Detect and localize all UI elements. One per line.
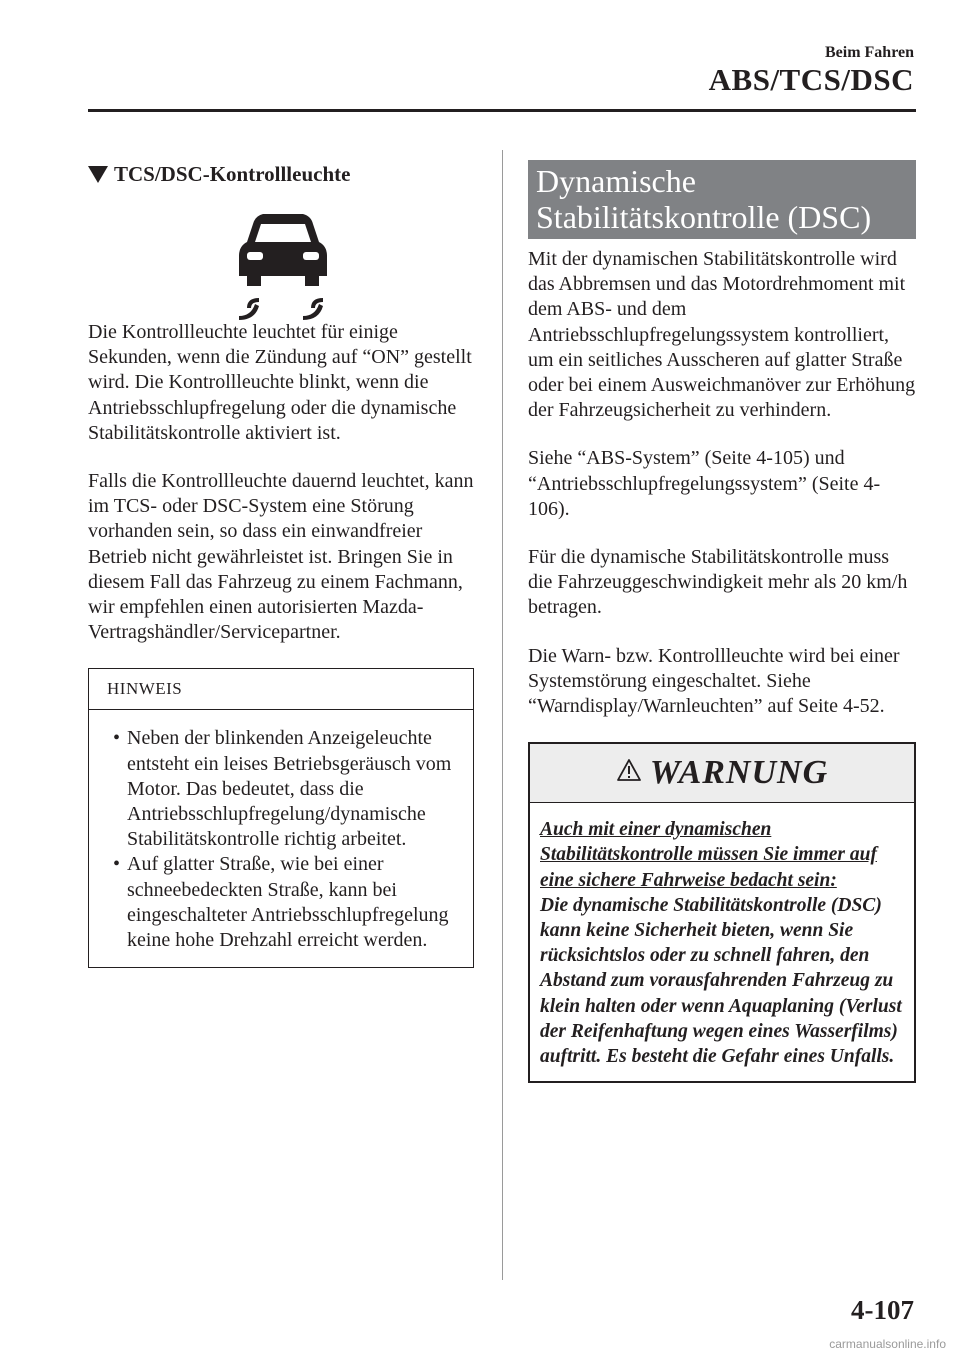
section-heading [528, 160, 916, 239]
bullet: • [113, 727, 121, 750]
list-item [99, 726, 465, 852]
list-item-text: Auf glatter Straße, wie bei einer schneebedeckten Straße, kann bei eingeschalteter Antriebsschlupfregelung keine hohe Drehzahl erreicht werden. [127, 853, 449, 952]
paragraph: Für die dynamische Stabilitätskontrolle muss die Fahrzeuggeschwindigkeit mehr als 20 km/h betragen. [528, 546, 908, 619]
left-column [88, 158, 474, 968]
bullet: • [113, 853, 121, 876]
header-rule [88, 109, 916, 112]
chapter-title: Beim Fahren [824, 44, 914, 61]
warning-box [528, 742, 916, 1083]
tcs-dsc-indicator-icon [233, 202, 333, 322]
heading-line: Stabilitätskontrolle (DSC) [536, 199, 872, 235]
warning-header [530, 744, 914, 803]
subheading [88, 158, 474, 190]
warning-underlined-text: Auch mit einer dynamischen Stabilitätskontrolle müssen Sie immer auf eine sichere Fahrweise bedacht sein: [540, 819, 877, 891]
warning-title: WARNUNG [649, 754, 829, 792]
triangle-bullet-icon [88, 166, 108, 183]
note-list [89, 710, 473, 967]
paragraph: Siehe “ABS-System” (Seite 4-105) und “Antriebsschlupfregelungssystem” (Seite 4-106). [528, 447, 881, 520]
note-title: HINWEIS [89, 669, 473, 710]
warning-body [530, 803, 914, 1081]
right-column [528, 160, 916, 1083]
paragraph: Falls die Kontrollleuchte dauernd leuchtet, kann im TCS- oder DSC-System eine Störung vorhanden sein, so dass ein einwandfreier Betrieb nicht gewährleistet ist. Bringen Sie in diesem Fall das Fahrzeug zu einem Fachmann, wir empfehlen einen autorisierten Mazda-Vertragshändler/Servicepartner. [88, 470, 474, 644]
section-title: ABS/TCS/DSC [708, 62, 914, 97]
heading-line: Dynamische [536, 163, 696, 199]
paragraph: Die Kontrollleuchte leuchtet für einige Sekunden, wenn die Zündung auf “ON” gestellt wird. Die Kontrollleuchte blinkt, wenn die Antriebsschlupfregelung oder die dynamische Stabilitätskontrolle aktiviert ist. [88, 321, 472, 444]
column-divider [502, 150, 503, 1280]
paragraph: Die Warn- bzw. Kontrollleuchte wird bei einer Systemstörung eingeschaltet. Siehe “Warndisplay/Warnleuchten” auf Seite 4-52. [528, 644, 900, 718]
list-item [99, 852, 465, 953]
list-item-text: Neben der blinkenden Anzeigeleuchte entsteht ein leises Betriebsgeräusch vom Motor. Das bedeutet, dass die Antriebsschlupfregelung/dynamische Stabilitätskontrolle richtig arbeitet. [127, 727, 452, 851]
page-number: 4-107 [851, 1295, 914, 1325]
note-box [88, 668, 474, 968]
indicator-lamp [88, 190, 474, 320]
warning-text: Die dynamische Stabilitätskontrolle (DSC) kann keine Sicherheit bieten, wenn Sie rücksichtslos oder zu schnell fahren, den Abstand zum vorausfahrenden Fahrzeug zu klein halten oder wenn Aquaplaning (Verlust der Reifenhaftung wegen eines Wasserfilms) auftritt. Es besteht die Gefahr eines Unfalls. [540, 894, 902, 1068]
warning-triangle-icon [616, 758, 642, 782]
watermark: carmanualsonline.info [829, 1337, 946, 1351]
subheading-text: TCS/DSC-Kontrollleuchte [114, 161, 351, 186]
paragraph: Mit der dynamischen Stabilitätskontrolle wird das Abbremsen und das Motordrehmoment mit dem ABS- und dem Antriebsschlupfregelungssystem kontrolliert, um ein seitliches Ausscheren auf glatter Straße oder bei einem Ausweichmanöver zur Erhöhung der Fahrzeugsicherheit zu verhindern. [528, 248, 916, 422]
